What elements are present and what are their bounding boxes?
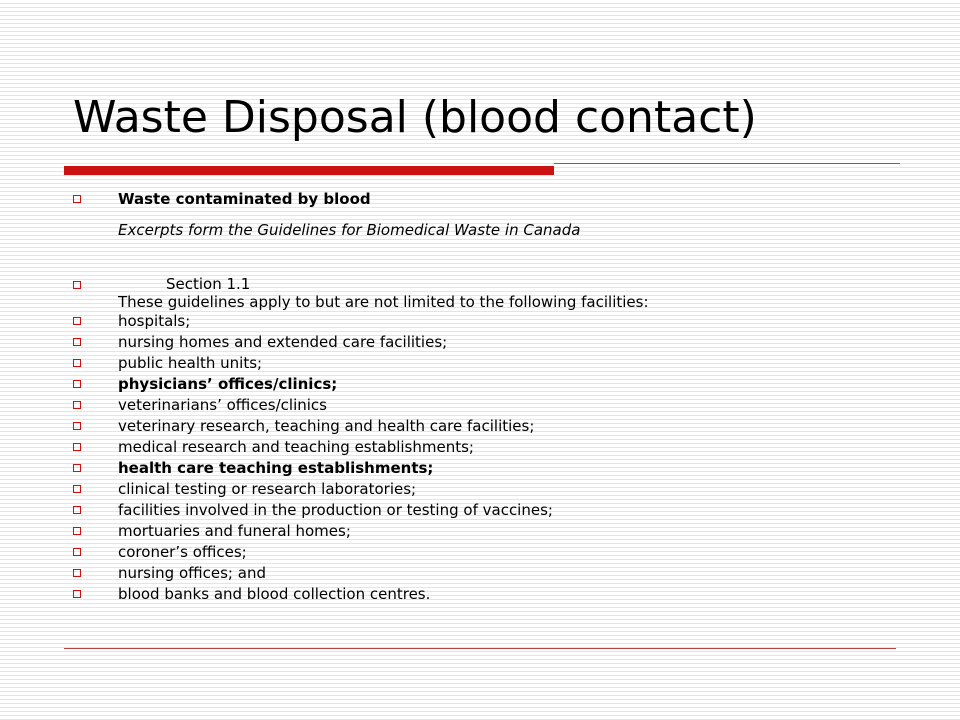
section-label: Section 1.1 [166, 275, 251, 293]
list-item: hospitals; [118, 312, 191, 330]
hollow-square-icon [73, 281, 81, 289]
hollow-square-icon [73, 506, 81, 514]
hollow-square-icon [73, 569, 81, 577]
list-item: clinical testing or research laboratories; [118, 480, 417, 498]
hollow-square-icon [73, 527, 81, 535]
slide-title: Waste Disposal (blood contact) [73, 92, 757, 143]
list-item: mortuaries and funeral homes; [118, 522, 351, 540]
title-underline-thick [64, 166, 554, 175]
hollow-square-icon [73, 317, 81, 325]
footer-rule [64, 648, 896, 649]
hollow-square-icon [73, 401, 81, 409]
list-item: veterinary research, teaching and health care facilities; [118, 417, 535, 435]
list-item: health care teaching establishments; [118, 459, 434, 477]
hollow-square-icon [73, 464, 81, 472]
section-text: These guidelines apply to but are not limited to the following facilities: [118, 293, 649, 311]
list-item: public health units; [118, 354, 263, 372]
list-item: blood banks and blood collection centres. [118, 585, 431, 603]
hollow-square-icon [73, 443, 81, 451]
list-item: veterinarians’ offices/clinics [118, 396, 327, 414]
hollow-square-icon [73, 338, 81, 346]
hollow-square-icon [73, 359, 81, 367]
hollow-square-icon [73, 485, 81, 493]
hollow-square-icon [73, 590, 81, 598]
list-item: facilities involved in the production or testing of vaccines; [118, 501, 553, 519]
title-underline-thin [554, 163, 900, 164]
hollow-square-icon [73, 380, 81, 388]
list-item: physicians’ offices/clinics; [118, 375, 338, 393]
hollow-square-icon [73, 195, 81, 203]
intro-subheading: Excerpts form the Guidelines for Biomedical Waste in Canada [118, 221, 581, 239]
list-item: nursing offices; and [118, 564, 266, 582]
intro-heading: Waste contaminated by blood [118, 190, 371, 208]
list-item: coroner’s offices; [118, 543, 247, 561]
list-item: nursing homes and extended care facilities; [118, 333, 448, 351]
section-block [118, 275, 649, 311]
list-item: medical research and teaching establishments; [118, 438, 474, 456]
hollow-square-icon [73, 548, 81, 556]
hollow-square-icon [73, 422, 81, 430]
